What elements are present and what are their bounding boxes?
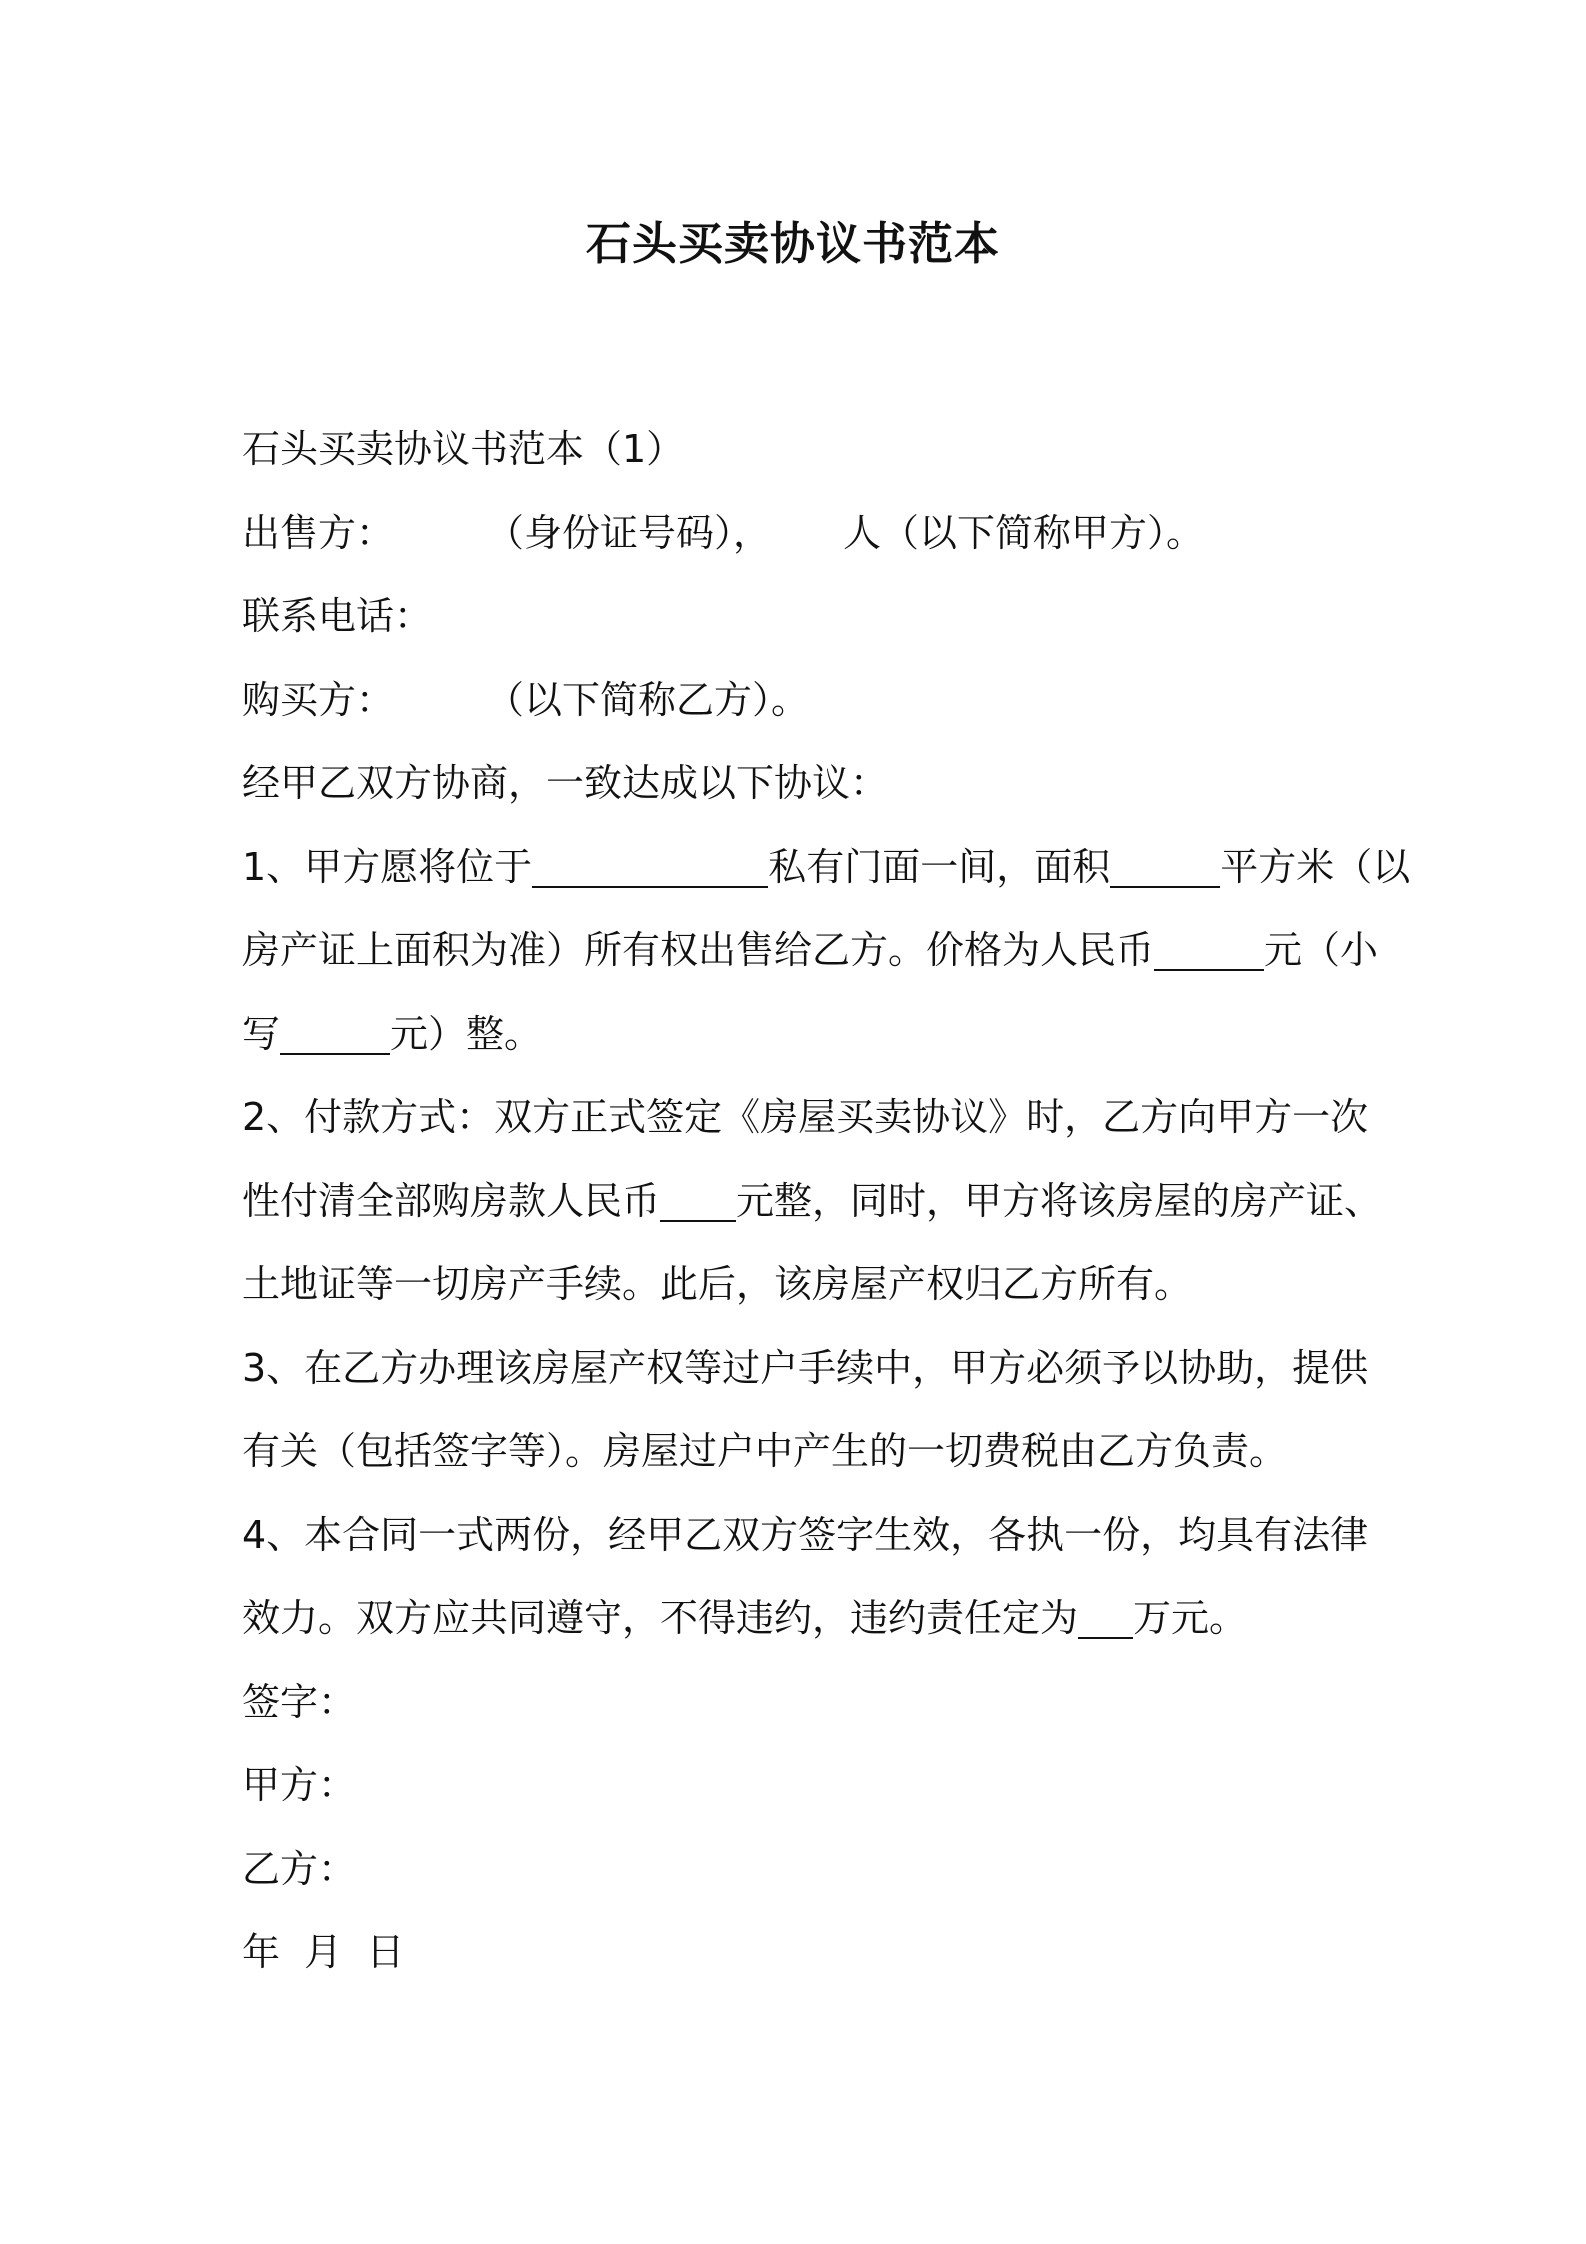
clause1-text-b: 私有门面一间，面积 (768, 844, 1111, 889)
clause1-line2 (242, 909, 1379, 993)
seller-id-text: （身份证号码）， (486, 510, 772, 555)
phone-line: 联系电话： (242, 594, 433, 638)
clause2-text-a: 性付清全部购房款人民币 (242, 1178, 661, 1223)
clause1-text-d: 房产证上面积为准）所有权出售给乙方。价格为人民币 (242, 928, 1155, 972)
seller-label: 出售方： (242, 510, 395, 555)
party-a-label: 甲方： (242, 1763, 357, 1807)
clause4-text-b: 万元。 (1133, 1596, 1248, 1640)
party-b-label: 乙方： (242, 1846, 357, 1891)
buyer-label: 购买方： (242, 677, 395, 722)
clause2-text-b: 元整，同时，甲方将该房屋的房产证、 (736, 1178, 1383, 1223)
clause1-text-g: 元）整。 (390, 1011, 543, 1056)
seller-person-text: 人（以下简称甲方）。 (843, 510, 1205, 555)
price-lowercase-blank (280, 1011, 390, 1055)
clause4-line2 (242, 1577, 1360, 1661)
clause2-line1: 2、付款方式：双方正式签定《房屋买卖协议》时，乙方向甲方一次 (242, 1095, 1369, 1139)
buyer-alias-text: （以下简称乙方）。 (486, 677, 810, 722)
area-blank (1110, 844, 1220, 888)
clause4-line1: 4、本合同一式两份，经甲乙双方签字生效，各执一份，均具有法律 (242, 1512, 1369, 1557)
document-body (242, 408, 1411, 1995)
clause1-line3 (242, 993, 1360, 1077)
clause1-line1 (242, 826, 1411, 910)
clause4-text-a: 效力。双方应共同遵守，不得违约，违约责任定为 (242, 1596, 1079, 1640)
clause2-line3: 土地证等一切房产手续。此后，该房屋产权归乙方所有。 (242, 1262, 1193, 1306)
clause2-line2 (242, 1160, 1383, 1244)
clause1-text-f: 写 (242, 1011, 281, 1056)
price-blank (1154, 928, 1264, 972)
date-line: 年 月 日 (242, 1930, 405, 1974)
location-blank (532, 844, 768, 888)
subtitle: 石头买卖协议书范本（1） (242, 427, 685, 471)
intro-line: 经甲乙双方协商，一致达成以下协议： (242, 761, 889, 805)
payment-blank (660, 1178, 736, 1222)
clause3-line2: 有关（包括签字等）。房屋过户中产生的一切费税由乙方负责。 (242, 1429, 1288, 1473)
buyer-line (242, 659, 1360, 743)
seller-line (242, 492, 1360, 576)
penalty-blank (1078, 1596, 1133, 1640)
document-title: 石头买卖协议书范本 (585, 217, 1000, 270)
clause1-text-c: 平方米（以 (1220, 844, 1411, 889)
clause3-line1: 3、在乙方办理该房屋产权等过户手续中，甲方必须予以协助，提供 (242, 1345, 1369, 1390)
sign-label: 签字： (242, 1679, 357, 1724)
clause1-text-a: 1、甲方愿将位于 (242, 844, 533, 889)
clause1-text-e: 元（小 (1264, 928, 1379, 972)
